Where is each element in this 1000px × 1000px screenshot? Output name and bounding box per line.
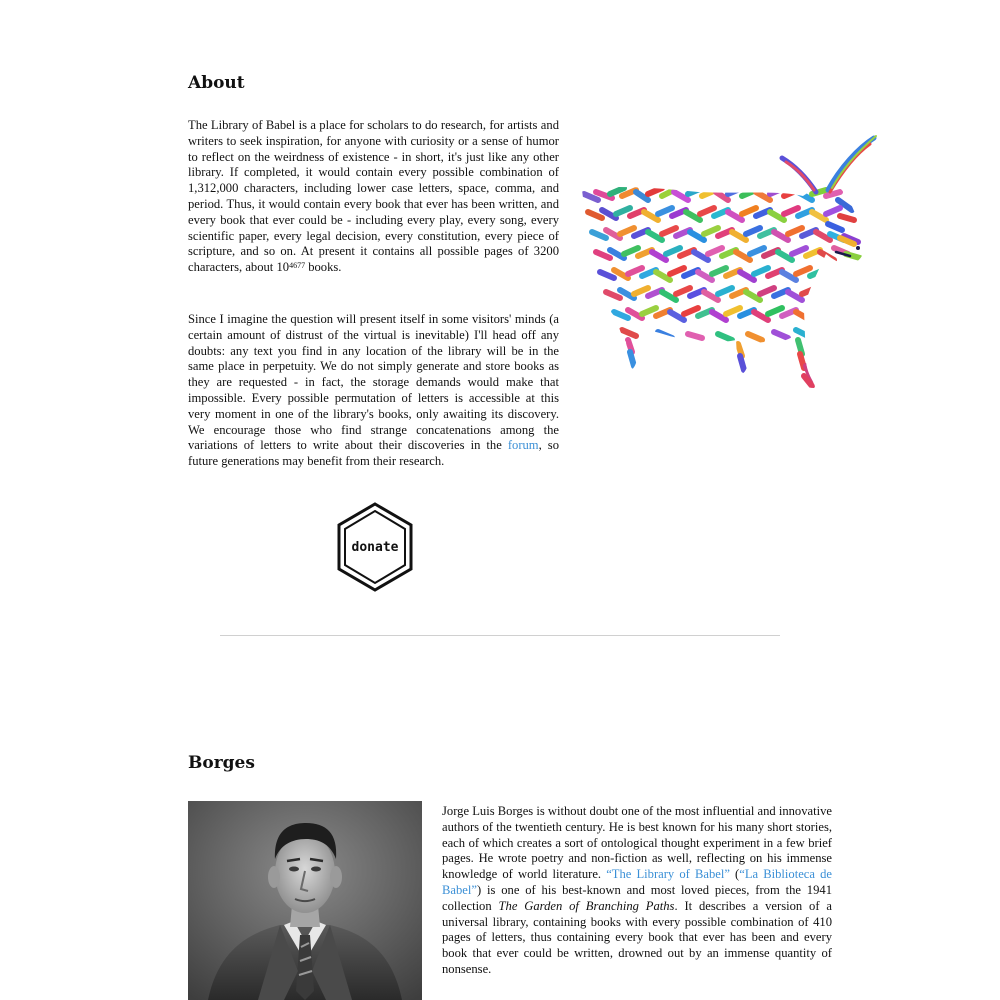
- about-paragraph-1: [188, 118, 559, 276]
- hexagon-donate-icon: [335, 502, 415, 592]
- section-divider: [220, 635, 780, 636]
- borges-portrait: [188, 801, 422, 1000]
- borges-text-2: (: [729, 867, 740, 882]
- goat-illustration: [578, 130, 878, 392]
- library-of-babel-link[interactable]: “The Library of Babel”: [606, 867, 730, 882]
- borges-text-3: ) is one of his best-known and most loved pieces, from the 1941 collection: [442, 882, 832, 913]
- about-heading: About: [188, 73, 245, 93]
- borges-heading: Borges: [188, 753, 255, 773]
- book-title: The Garden of Branching Paths: [498, 898, 675, 913]
- donate-label: donate: [351, 540, 399, 555]
- donate-button[interactable]: [335, 502, 415, 592]
- borges-text-4: . It describes a version of a universal library, containing books with every possible combination of 410 pages of letters, thus containing every book that ever has been and every book that ever could be written, drowned out by an immense quantity of nonsense.: [442, 898, 832, 976]
- borges-paragraph: [442, 804, 832, 978]
- borges-text-1: Jorge Luis Borges is without doubt one of the most influential and innovative authors of the twentieth century. He is best known for his many short stories, each of which creates a sort of ontological thought experiment in a few brief pages. He wrote poetry and non-fiction as well, reflecting on his immense knowledge of world literature.: [442, 804, 832, 882]
- about-p1-text: The Library of Babel is a place for scholars to do research, for artists and writers to seek inspiration, for anyone with curiosity or a sense of humor to reflect on the weirdness of existence - in short, it's just like any other library. If completed, it would contain every possible combination of 1,312,000 characters, including lower case letters, space, comma, and period. Thus, it would contain every book that ever has been written, and every book that ever could be - including every play, every song, every scientific paper, every legal decision, every constitution, every piece of scripture, and so on. At present it contains all possible pages of 3200 characters, about 10: [188, 118, 559, 275]
- about-p1-tail: books.: [305, 260, 342, 275]
- about-p2-before: Since I imagine the question will present itself in some visitors' minds (a certain amount of distrust of the virtual is inevitable) I'll head off any doubts: any text you find in any location of the library will be in the same place in perpetuity. We do not simply generate and store books as they are requested - in fact, the storage demands would make that impossible. Every possible permutation of letters is accessible at this very moment in one of the library's books, only awaiting its discovery. We encourage those who find strange concatenations among the variations of letters to write about their discoveries in the: [188, 312, 559, 453]
- la-biblioteca-link[interactable]: “La Biblioteca de Babel”: [442, 867, 832, 897]
- forum-link[interactable]: forum: [507, 438, 539, 453]
- about-p2-after: , so future generations may benefit from their research.: [188, 438, 559, 469]
- about-p1-exponent: 4677: [289, 261, 306, 271]
- about-paragraph-2: [188, 312, 559, 470]
